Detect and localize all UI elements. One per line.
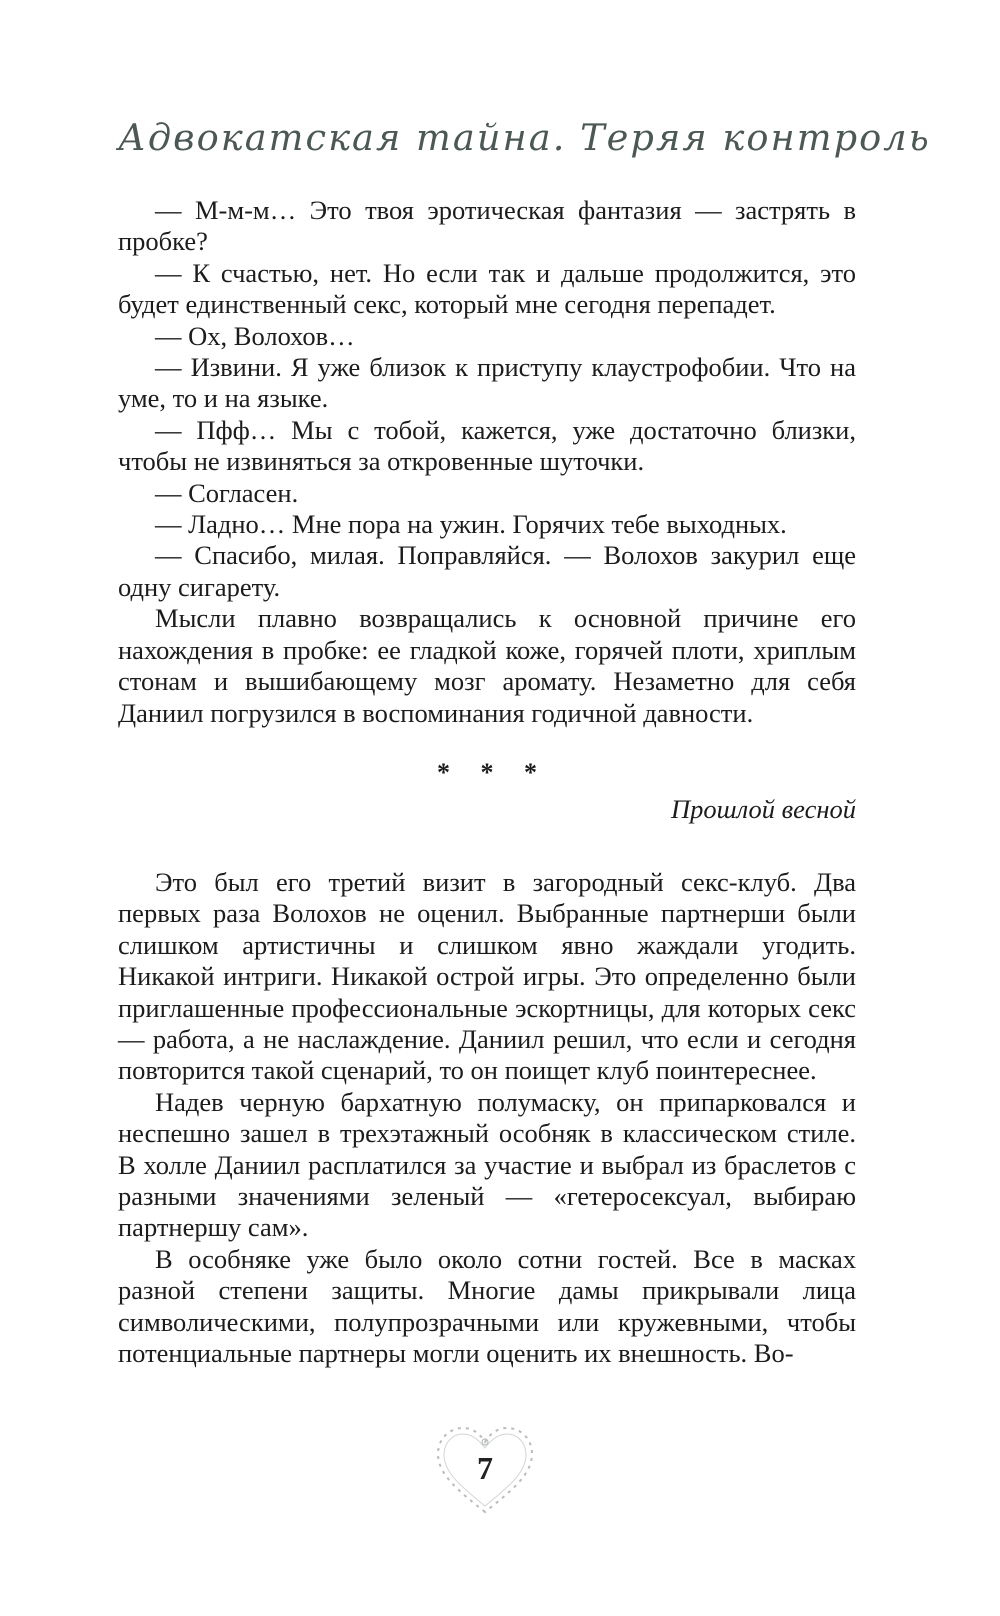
paragraph: — Пфф… Мы с тобой, кажется, уже достаточно близки, чтобы не извиняться за откровенные шуточки.	[118, 414, 856, 477]
paragraph: — Согласен.	[155, 477, 299, 508]
paragraph: — Спасибо, милая. Поправляйся. — Волохов закурил еще одну сигарету.	[118, 540, 856, 602]
page-footer	[430, 1420, 540, 1520]
page-body	[118, 195, 856, 1369]
paragraph: — Ладно… Мне пора на ужин. Горячих тебе выходных.	[155, 509, 787, 540]
paragraph: Надев черную бархатную полумаску, он припарковался и неспешно зашел в трехэтажный особняк в классическом стиле. В холле Даниил расплатился за участие и выбрал из браслетов с разными значениями зеленый — «гетеросексуал, выбираю партнершу сам».	[118, 1086, 856, 1243]
paragraph: Это был его третий визит в загородный секс-клуб. Два первых раза Волохов не оценил. Выбранные партнерши были слишком артистичны и слишком явно жаждали угодить. Никакой интриги. Никакой острой игры. Это определенно были приглашенные профессиональные эскортницы, для которых секс — работа, а не наслаждение. Даниил решил, что если и сегодня повторится такой сценарий, то он поищет клуб поинтереснее.	[118, 866, 856, 1086]
running-header: Адвокатская тайна. Теряя контроль	[118, 118, 931, 159]
paragraph: — К счастью, нет. Но если так и дальше продолжится, это будет единственный секс, который мне сегодня перепадет.	[118, 257, 856, 320]
paragraph: Мысли плавно возвращались к основной причине его нахождения в пробке: ее гладкой коже, горячей плоти, хриплым стонам и вышибающему мозг аромату. Незаметно для себя Даниил погрузился в воспоминания годичной давности.	[118, 603, 856, 728]
page-number: 7	[477, 1450, 493, 1486]
paragraph: — М-м-м… Это твоя эротическая фантазия — застрять в пробке?	[118, 195, 856, 257]
paragraph: В особняке уже было около сотни гостей. Все в масках разной степени защиты. Многие дамы прикрывали лица символическими, полупрозрачными или кружевными, чтобы потенциальные партнеры могли оценить их внешность. Во-	[118, 1243, 856, 1368]
paragraph: — Ох, Волохов…	[155, 320, 355, 351]
paragraph: — Извини. Я уже близок к приступу клаустрофобии. Что на уме, то и на языке.	[118, 352, 856, 414]
section-subheading: Прошлой весной	[671, 793, 856, 824]
section-break: * * *	[437, 757, 549, 787]
